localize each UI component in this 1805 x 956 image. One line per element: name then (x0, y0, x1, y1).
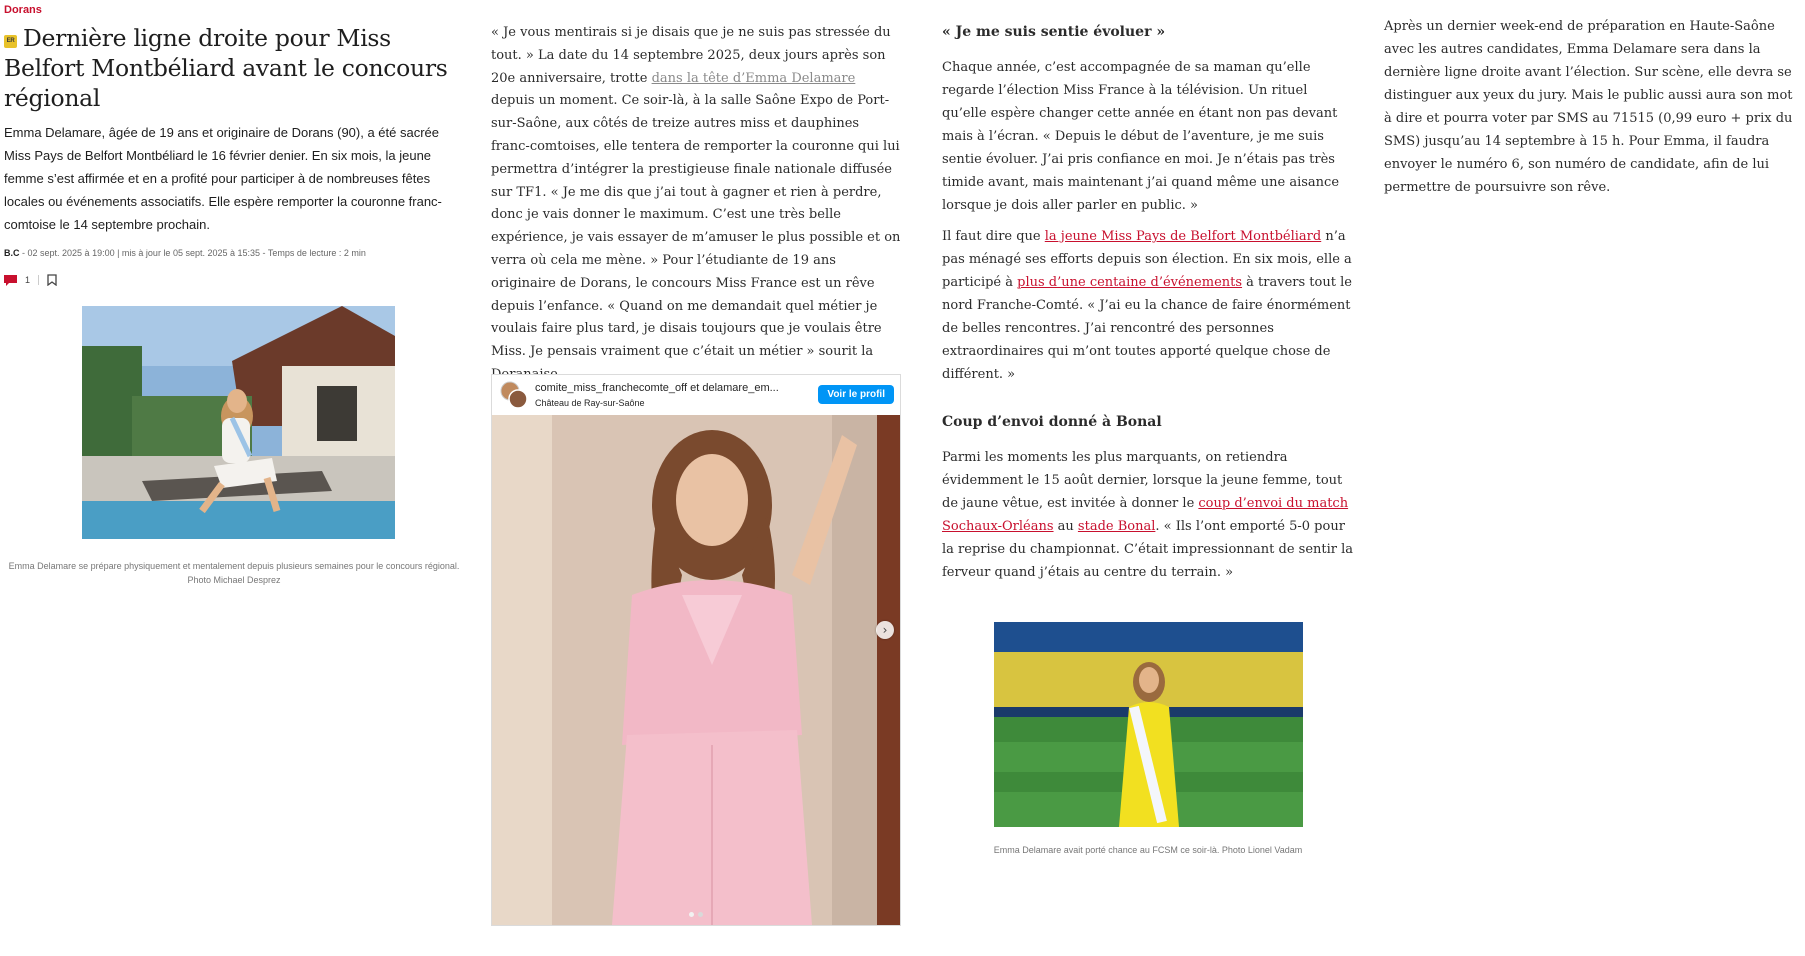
text: Parmi les moments les plus marquants, on retiendra évidemment le 15 août dernier, lorsque la jeune femme, tout de jaune vêtue, est invitée à donner le (942, 450, 1343, 511)
article-dates: - 02 sept. 2025 à 19:00 | mis à jour le 05 sept. 2025 à 15:35 - Temps de lecture : 2 min (22, 248, 366, 258)
avatar-icon[interactable] (500, 381, 528, 409)
carousel-dots (689, 912, 703, 917)
article-lead: Emma Delamare, âgée de 19 ans et originaire de Dorans (90), a été sacrée Miss Pays de Belfort Montbéliard le 16 février denier. En six mois, la jeune femme s’est affirmée et en a profité pour participer à de nombreuses fêtes locales ou événements associatifs. Elle espère remporter la couronne franc-comtoise le 14 septembre prochain. (4, 125, 442, 232)
dot (689, 912, 694, 917)
article-body-col-3 (942, 24, 1354, 857)
article-photo-2 (994, 622, 1303, 827)
article-title-text: Dernière ligne droite pour Miss Belfort Montbéliard avant le concours régional (4, 24, 448, 112)
bookmark-icon[interactable] (47, 274, 57, 286)
text: depuis un moment. Ce soir-là, à la salle Saône Expo de Port-sur-Saône, aux côtés de treize autres miss et dauphines franc-comtoises, elle tentera de remporter la couronne qui lui permettra d’intégrer la prestigieuse finale nationale diffusée sur TF1. « Je me dis que j’ai tout à gagner et rien à perdre, donc je vais donner le maximum. C’est une très belle expérience, je vais essayer de m’amuser le plus possible et on verra où cela me mène. » Pour l’étudiante de 19 ans originaire de Dorans, le concours Miss France est un rêve depuis l’enfance. « Quand on me demandait quel métier je voulais faire plus tard, je disais toujours que je voulais être Miss. Je pensais vraiment que c’était un métier » sourit la (491, 93, 901, 360)
paragraph (491, 22, 901, 387)
instagram-embed (491, 374, 901, 926)
link-centaine-evenements[interactable]: plus d’une centaine d’événements (1017, 275, 1243, 290)
article-body-col-2 (491, 22, 901, 387)
article-meta (4, 248, 464, 258)
article-body-col-4 (1384, 15, 1800, 199)
instagram-location[interactable]: Château de Ray-sur-Saône (535, 398, 645, 408)
subheading-evolution: « Je me suis sentie évoluer » (942, 24, 1166, 40)
kicker-location[interactable]: Dorans (4, 4, 42, 16)
comment-count[interactable]: 1 (25, 275, 31, 285)
link-emma-delamare[interactable]: dans la tête d’Emma Delamare (651, 70, 856, 86)
article-title (4, 23, 464, 113)
view-profile-button[interactable]: Voir le profil (818, 385, 894, 404)
paragraph: Chaque année, c’est accompagnée de sa maman qu’elle regarde l’élection Miss France à la télévision. Un rituel qu’elle espère changer cette année en étant non pas devant mais à l’écran. « Depuis le début de l’aventure, je me suis sentie évoluer. J’ai pris confiance en moi. Je n’étais pas très timide avant, mais maintenant j’ai quand même une aisance lorsque je dois aller parler en public. » (942, 60, 1340, 213)
subheading-bonal: Coup d’envoi donné à Bonal (942, 414, 1162, 430)
photo-miss-by-pool (82, 306, 395, 539)
divider (38, 275, 39, 285)
text: au (1053, 519, 1078, 534)
comment-icon[interactable] (4, 275, 17, 286)
instagram-username[interactable] (535, 382, 779, 394)
er-logo-icon: ER (4, 35, 17, 48)
photo-miss-stadium (994, 622, 1303, 827)
author[interactable]: B.C (4, 248, 20, 258)
text: Il faut dire que (942, 229, 1045, 244)
text: « Je vous mentirais si je disais que je ne suis pas stressée du tout. » La date du 14 septembre 2025, deux jours après son 20e anniversaire, trotte (491, 25, 891, 86)
text: à travers tout le nord Franche-Comté. « J’ai eu la chance de faire énormément de belles rencontres. J’ai rencontré des personnes extraordinaires qui m’ont toutes apporté quelque chose de différent. » (942, 275, 1352, 382)
dot (698, 912, 703, 917)
instagram-header (492, 375, 900, 415)
link-miss-pays-belfort[interactable]: la jeune Miss Pays de Belfort Montbéliard (1044, 229, 1322, 244)
text: n’a pas ménagé ses efforts depuis son élection. En six mois, elle a participé à (942, 229, 1352, 290)
username-joiner: et (687, 382, 703, 394)
article-photo-1 (82, 306, 395, 539)
text: . « Ils l’ont emporté 5-0 pour la reprise du championnat. C’était impressionnant de sentir la ferveur quand j’étais au centre du terrain. » (942, 519, 1354, 580)
link-stade-bonal[interactable]: stade Bonal (1077, 519, 1156, 534)
carousel-next-button[interactable]: › (876, 621, 894, 639)
username-1[interactable]: comite_miss_franchecomte_off (535, 382, 688, 394)
article-header (4, 0, 464, 587)
paragraph: Après un dernier week-end de préparation en Haute-Saône avec les autres candidates, Emma Delamare sera dans la dernière ligne droite avant l’élection. Sur scène, elle devra se distinguer aux yeux du jury. Mais le public aussi aura son mot à dire et pourra voter par SMS au 71515 (0,99 euro + prix du SMS) jusqu’au 14 septembre à 15 h. Pour Emma, il faudra envoyer le numéro 6, son numéro de candidate, afin de lui permettre de poursuivre son rêve. (1384, 19, 1793, 195)
article-actions (4, 272, 464, 288)
photo-2-caption: Emma Delamare avait porté chance au FCSM ce soir-là. Photo Lionel Vadam (993, 845, 1303, 855)
paragraph (942, 225, 1354, 386)
photo-1-caption: Emma Delamare se prépare physiquement et mentalement depuis plusieurs semaines pour le concours régional. Photo Michael Desprez (8, 561, 460, 585)
paragraph (942, 446, 1354, 584)
username-2[interactable]: delamare_em... (702, 382, 779, 394)
link-coup-envoi[interactable]: coup d’envoi du match Sochaux-Orléans (942, 496, 1349, 534)
instagram-photo[interactable] (492, 415, 900, 925)
